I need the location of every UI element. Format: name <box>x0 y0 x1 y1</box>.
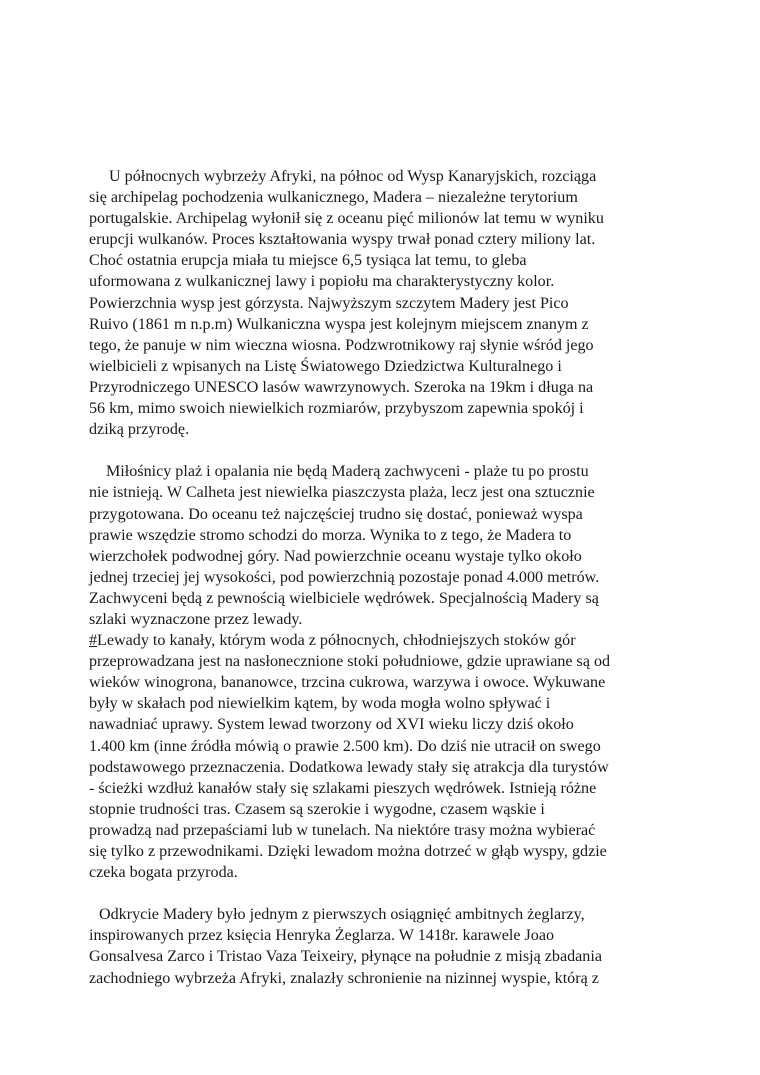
paragraph-gap <box>89 883 674 904</box>
text-line: szlaki wyznaczone przez lewady. <box>89 610 303 628</box>
text-line: 1.400 km (inne źródła mówią o prawie 2.500 km). Do dziś nie utracił on swego <box>89 737 601 755</box>
paragraph-gap <box>89 440 674 461</box>
text-line: Miłośnicy plaż i opalania nie będą Maderą zachwyceni - plaże tu po prostu <box>106 463 589 481</box>
text-line: stopnie trudności tras. Czasem są szerokie i wygodne, czasem wąskie i <box>89 800 545 818</box>
text-line: Ruivo (1861 m n.p.m) Wulkaniczna wyspa jest kolejnym miejscem znanym z <box>89 315 589 333</box>
text-line: Choć ostatnia erupcja miała tu miejsce 6,5 tysiąca lat temu, to gleba <box>89 252 527 270</box>
text-line: nawadniać uprawy. System lewad tworzony od XVI wieku liczy dziś około <box>89 716 574 734</box>
document-body <box>89 166 674 989</box>
text-line: erupcji wulkanów. Proces kształtowania wyspy trwał ponad cztery miliony lat. <box>89 231 596 249</box>
text-line: zachodniego wybrzeża Afryki, znalazły schronienie na nizinnej wyspie, którą z <box>89 969 599 987</box>
text-line: Gonsalvesa Zarco i Tristao Vaza Teixeiry, płynące na południe z misją zbadania <box>89 948 602 966</box>
text-line: tego, że panuje w nim wieczna wiosna. Podzwrotnikowy raj słynie wśród jego <box>89 336 594 354</box>
paragraph-beaches <box>89 461 674 630</box>
hash-link[interactable]: # <box>89 632 98 650</box>
text-line: wielbicieli z wpisanych na Listę Światowego Dziedzictwa Kulturalnego i <box>89 357 562 375</box>
text-line: wieków winogrona, bananowce, trzcina cukrowa, warzywa i owoce. Wykuwane <box>89 674 606 692</box>
text-line: podstawowego przeznaczenia. Dodatkowa lewady stały się atrakcja dla turystów <box>89 758 609 776</box>
text-line: dziką przyrodę. <box>89 421 190 439</box>
text-line: prowadzą nad przepaściami lub w tunelach. Na niektóre trasy można wybierać <box>89 821 596 839</box>
text-line: jednej trzeciej jej wysokości, pod powierzchnią pozostaje ponad 4.000 metrów. <box>89 568 600 586</box>
text-line: portugalskie. Archipelag wyłonił się z oceanu pięć milionów lat temu w wyniku <box>89 210 604 228</box>
text-line: Przyrodniczego UNESCO lasów wawrzynowych. Szeroka na 19km i długa na <box>89 378 594 396</box>
text-line: przygotowana. Do oceanu też najczęściej trudno się dostać, ponieważ wyspa <box>89 505 583 523</box>
text-line: Odkrycie Madery było jednym z pierwszych osiągnięć ambitnych żeglarzy, <box>99 906 585 924</box>
text-line: - ścieżki wzdłuż kanałów stały się szlakami pieszych wędrówek. Istnieją różne <box>89 779 597 797</box>
text-line: się archipelag pochodzenia wulkanicznego, Madera – niezależne terytorium <box>89 189 578 207</box>
text-line: były w skałach pod niewielkim kątem, by woda mogła wolno spływać i <box>89 695 551 713</box>
text-line: nie istnieją. W Calheta jest niewielka piaszczysta plaża, lecz jest ona sztucznie <box>89 484 595 502</box>
text-line: U północnych wybrzeży Afryki, na północ od Wysp Kanaryjskich, rozciąga <box>109 168 597 185</box>
text-line: przeprowadzana jest na nasłonecznione stoki południowe, gdzie uprawiane są od <box>89 653 611 671</box>
text-line: uformowana z wulkanicznej lawy i popiołu ma charakterystyczny kolor. <box>89 273 555 291</box>
text-line <box>89 630 674 651</box>
text-line-rest: Lewady to kanały, którym woda z północnych, chłodniejszych stoków gór <box>97 632 576 650</box>
text-line: inspirowanych przez księcia Henryka Żeglarza. W 1418r. karawele Joao <box>89 927 555 945</box>
text-line: się tylko z przewodnikami. Dzięki lewadom można dotrzeć w głąb wyspy, gdzie <box>89 843 607 860</box>
paragraph-discovery <box>89 904 674 988</box>
text-line: Powierzchnia wysp jest górzysta. Najwyższym szczytem Madery jest Pico <box>89 294 569 312</box>
paragraph-levadas <box>89 630 674 883</box>
text-line: czeka bogata przyroda. <box>89 864 238 882</box>
paragraph-madera-intro <box>89 166 674 440</box>
text-line: prawie wszędzie stromo schodzi do morza. Wynika to z tego, że Madera to <box>89 526 572 544</box>
text-line: 56 km, mimo swoich niewielkich rozmiarów, przybyszom zapewnia spokój i <box>89 400 584 418</box>
text-line: wierzchołek podwodnej góry. Nad powierzchnie oceanu wystaje tylko około <box>89 547 582 565</box>
text-line: Zachwyceni będą z pewnością wielbiciele wędrówek. Specjalnością Madery są <box>89 589 599 607</box>
